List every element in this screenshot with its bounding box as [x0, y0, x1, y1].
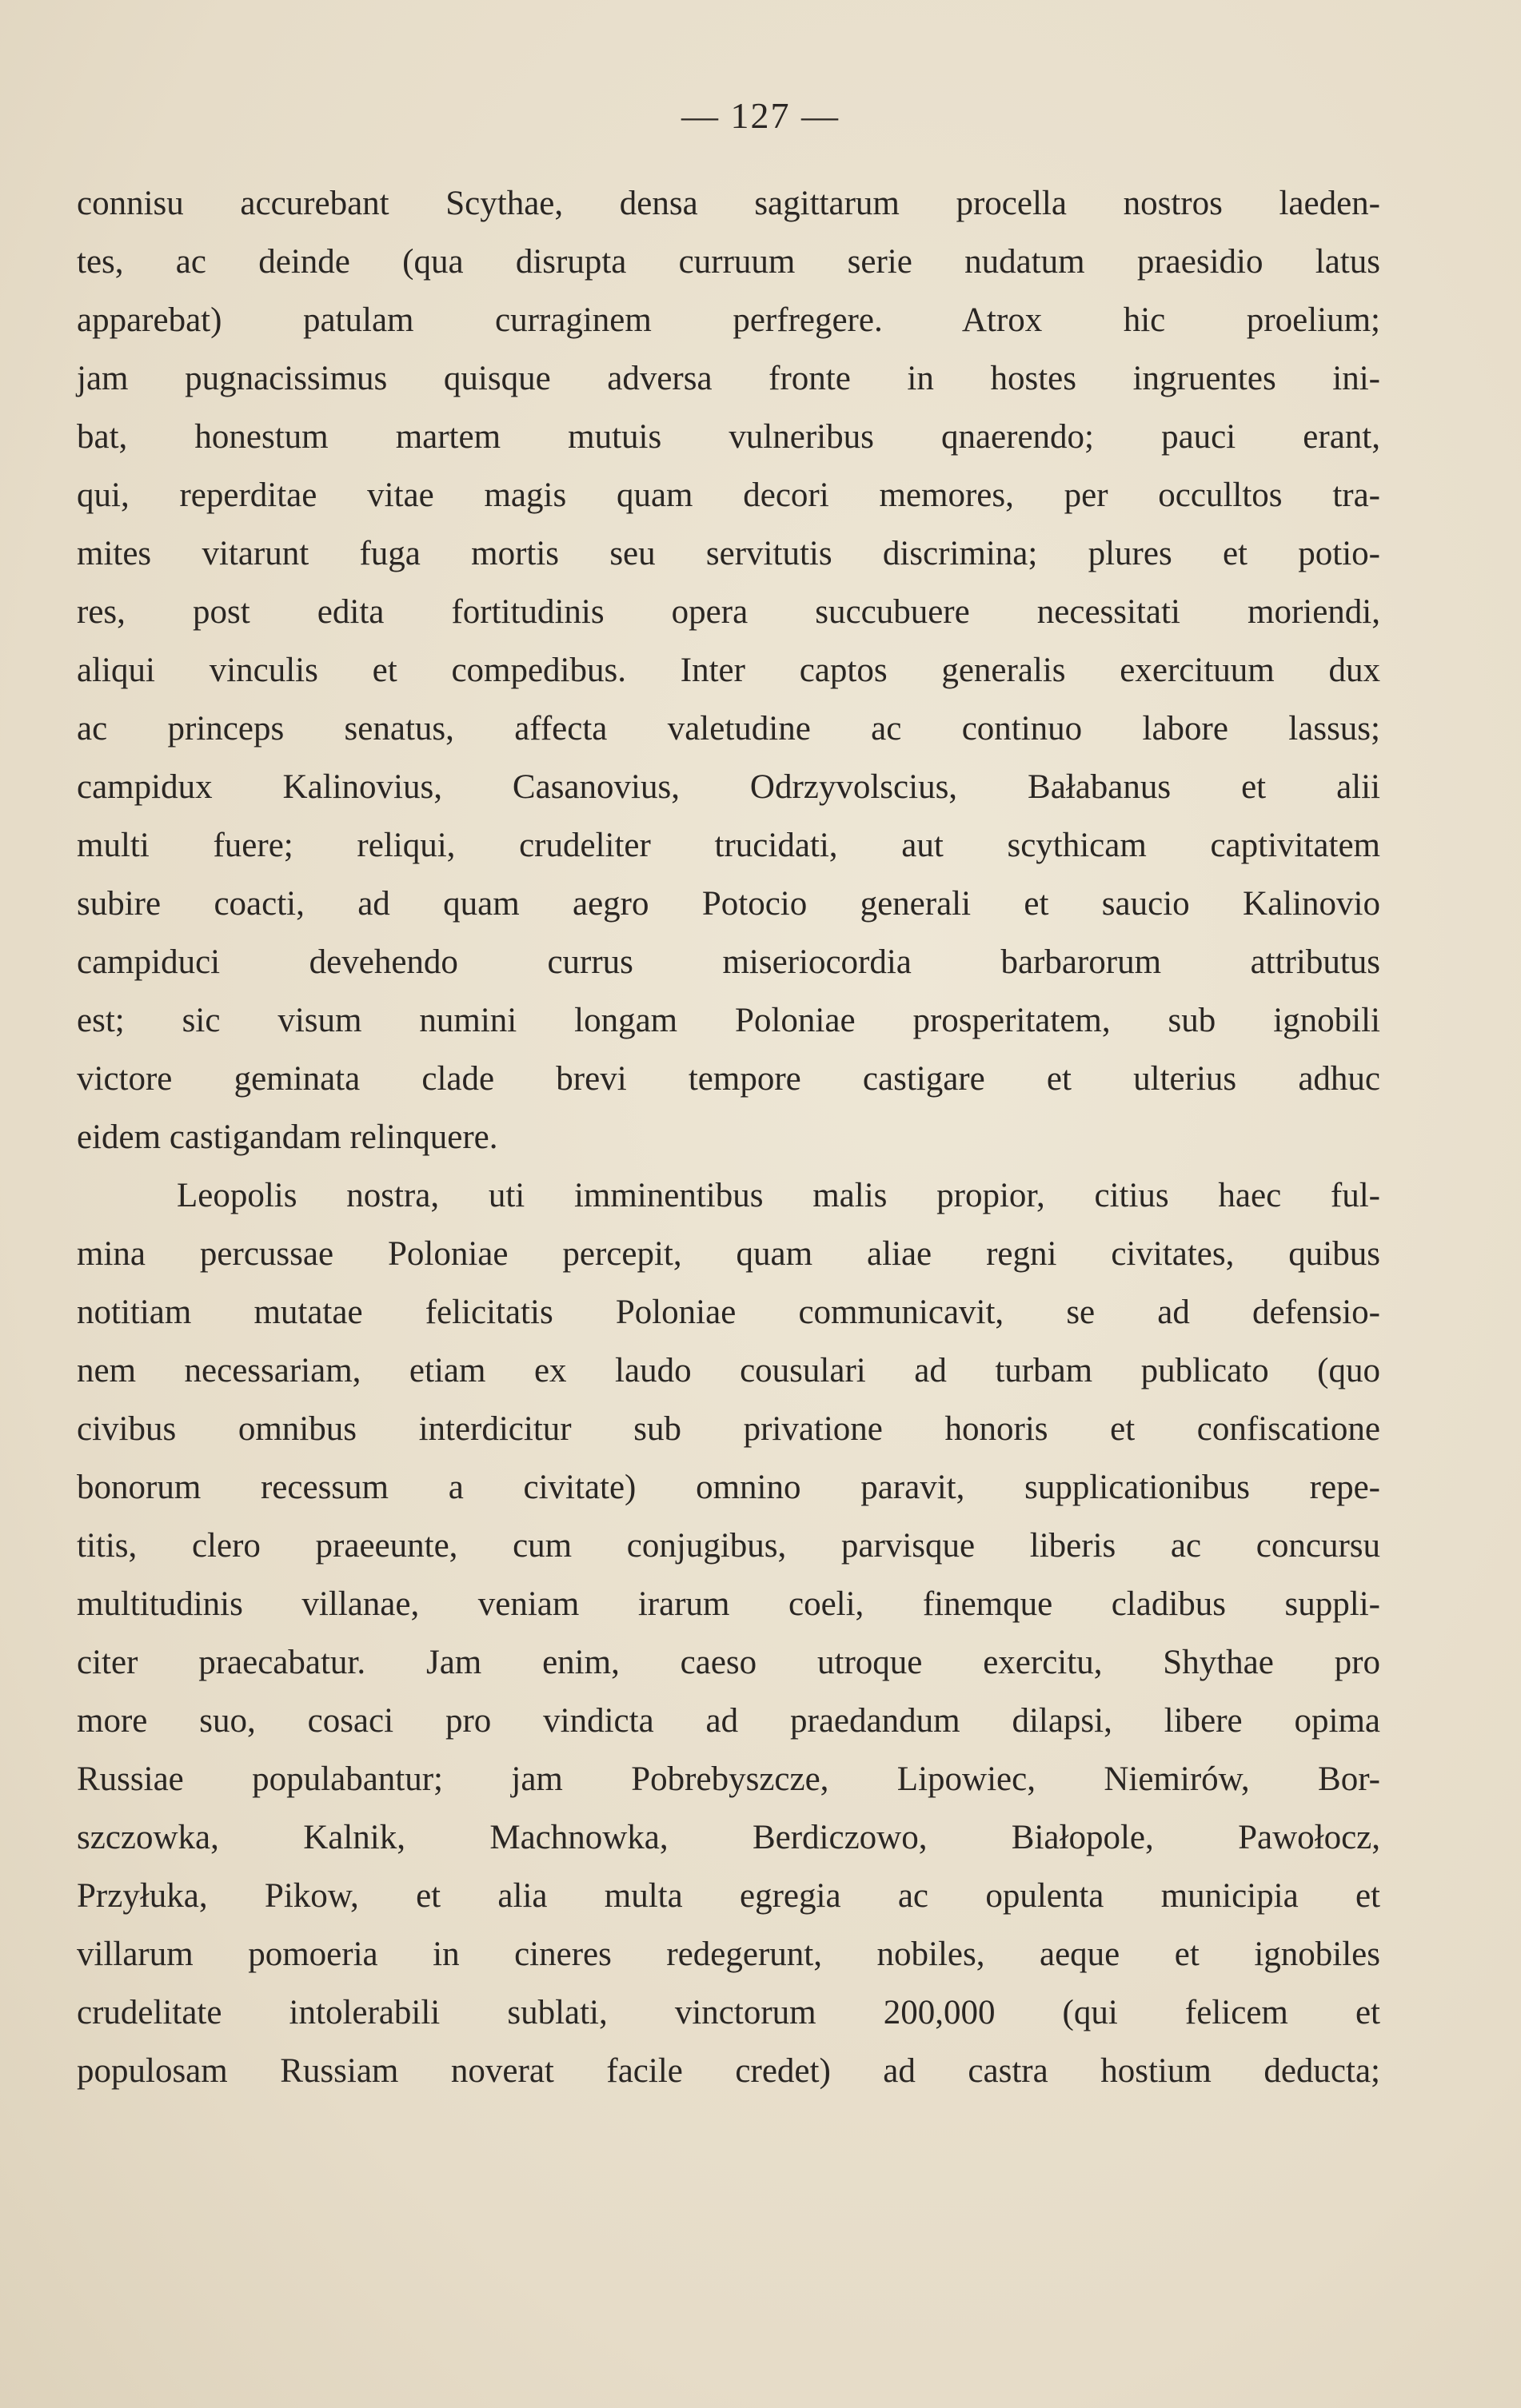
text-line: more suo, cosaci pro vindicta ad praedandum dilapsi, libere opima [77, 1702, 1380, 1740]
text-line: campidux Kalinovius, Casanovius, Odrzyvolscius, Bałabanus et alii [77, 768, 1380, 806]
text-line: connisu accurebant Scythae, densa sagittarum procella nostros laeden- [77, 185, 1380, 222]
text-line: victore geminata clade brevi tempore castigare et ulterius adhuc [77, 1060, 1380, 1098]
text-line: populosam Russiam noverat facile credet) ad castra hostium deducta; [77, 2052, 1380, 2090]
text-line: notitiam mutatae felicitatis Poloniae communicavit, se ad defensio- [77, 1294, 1380, 1331]
text-line: subire coacti, ad quam aegro Potocio generali et saucio Kalinovio [77, 885, 1380, 923]
text-line: campiduci devehendo currus miseriocordia barbarorum attributus [77, 943, 1380, 981]
text-line: civibus omnibus interdicitur sub privatione honoris et confiscatione [77, 1410, 1380, 1448]
text-line: titis, clero praeeunte, cum conjugibus, parvisque liberis ac concursu [77, 1527, 1380, 1565]
text-line: est; sic visum numini longam Poloniae prosperitatem, sub ignobili [77, 1002, 1380, 1039]
body-text [77, 174, 1380, 2100]
text-line: bonorum recessum a civitate) omnino paravit, supplicationibus repe- [77, 1469, 1380, 1506]
text-line: citer praecabatur. Jam enim, caeso utroque exercitu, Shythae pro [77, 1644, 1380, 1681]
text-line: ac princeps senatus, affecta valetudine ac continuo labore lassus; [77, 710, 1380, 748]
text-line: Przyłuka, Pikow, et alia multa egregia ac opulenta municipia et [77, 1877, 1380, 1915]
text-line: szczowka, Kalnik, Machnowka, Berdiczowo, Białopole, Pawołocz, [77, 1819, 1380, 1856]
text-line: nem necessariam, etiam ex laudo cousulari ad turbam publicato (quo [77, 1352, 1380, 1389]
text-line: mina percussae Poloniae percepit, quam aliae regni civitates, quibus [77, 1235, 1380, 1273]
text-line: Russiae populabantur; jam Pobrebyszcze, Lipowiec, Niemirów, Bor- [77, 1760, 1380, 1798]
text-line: Leopolis nostra, uti imminentibus malis propior, citius haec ful- [177, 1177, 1380, 1214]
paragraph-1 [77, 174, 1380, 1166]
text-line: qui, reperditae vitae magis quam decori memores, per occulltos tra- [77, 476, 1380, 514]
text-line: eidem castigandam relinquere. [77, 1118, 498, 1156]
text-line: crudelitate intolerabili sublati, vinctorum 200,000 (qui felicem et [77, 1994, 1380, 2031]
text-line: villarum pomoeria in cineres redegerunt, nobiles, aeque et ignobiles [77, 1936, 1380, 1973]
paragraph-2 [77, 1166, 1380, 2100]
text-line: apparebat) patulam curraginem perfregere. Atrox hic proelium; [77, 301, 1380, 339]
text-line: jam pugnacissimus quisque adversa fronte in hostes ingruentes ini- [77, 360, 1380, 397]
text-line: bat, honestum martem mutuis vulneribus qnaerendo; pauci erant, [77, 418, 1380, 456]
text-line: multi fuere; reliqui, crudeliter trucidati, aut scythicam captivitatem [77, 827, 1380, 864]
text-line: multitudinis villanae, veniam irarum coeli, finemque cladibus suppli- [77, 1585, 1380, 1623]
text-line: mites vitarunt fuga mortis seu servitutis discrimina; plures et potio- [77, 535, 1380, 572]
text-line: aliqui vinculis et compedibus. Inter captos generalis exercituum dux [77, 652, 1380, 689]
page-number: — 127 — [681, 95, 840, 136]
text-line: res, post edita fortitudinis opera succubuere necessitati moriendi, [77, 593, 1380, 631]
text-line: tes, ac deinde (qua disrupta curruum serie nudatum praesidio latus [77, 243, 1380, 281]
